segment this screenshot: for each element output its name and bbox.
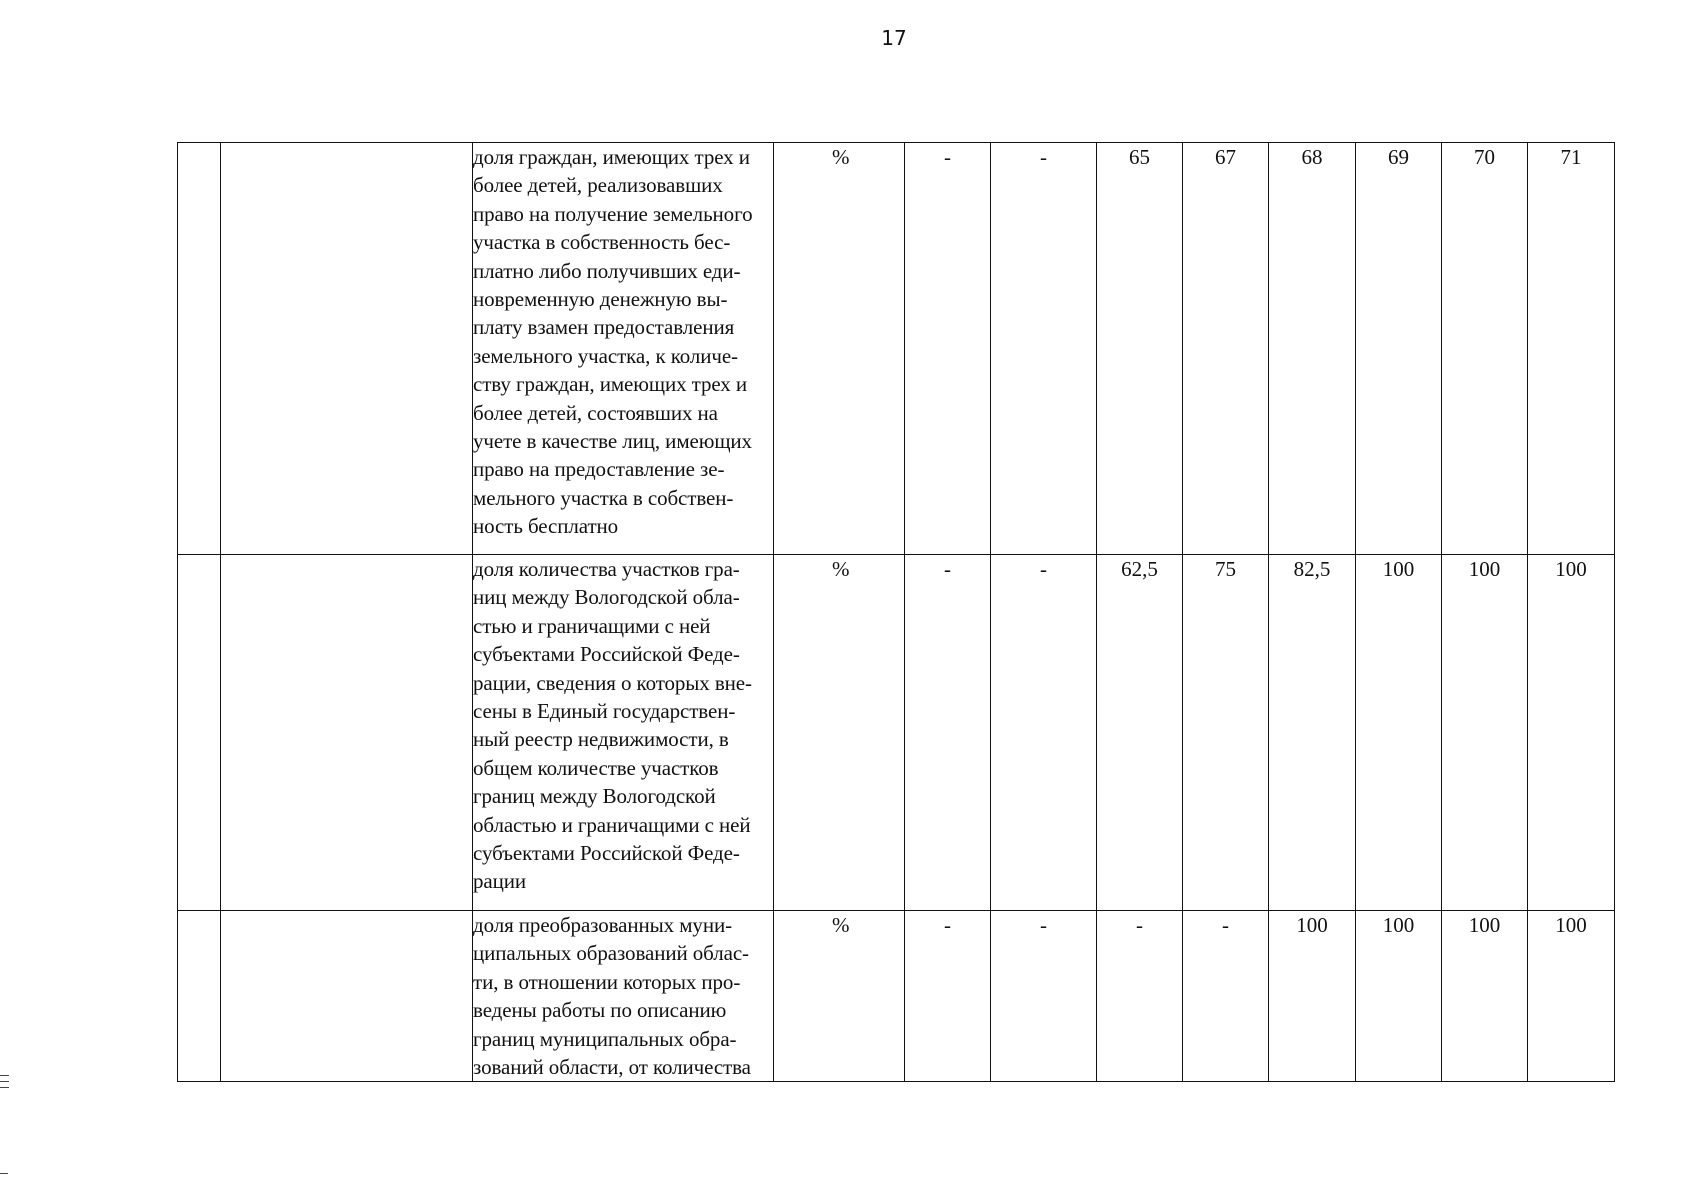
value-cell: 100: [1356, 911, 1442, 1082]
margin-mark: [0, 1081, 9, 1082]
indicator-text-line: право на получение земельного: [473, 201, 753, 226]
program-name-cell: [221, 911, 473, 1082]
row-number-cell: [178, 555, 221, 911]
indicator-text-line: границ муниципальных обра-: [473, 1026, 737, 1051]
indicator-text-line: сены в Единый государствен-: [473, 699, 736, 724]
indicator-text-line: субъектами Российской Феде-: [473, 841, 740, 866]
unit-cell: %: [774, 143, 905, 555]
table-row: [178, 911, 1615, 1082]
indicator-text-line: границ между Вологодской: [473, 784, 716, 809]
page-number: 17: [881, 26, 907, 50]
value-cell: 70: [1442, 143, 1528, 555]
indicator-text-line: ность бесплатно: [473, 514, 619, 539]
indicator-text-line: зований области, от количества: [473, 1055, 751, 1080]
value-cell: 100: [1356, 555, 1442, 911]
indicator-text-line: ведены работы по описанию: [473, 998, 727, 1023]
indicator-text-line: платно либо получивших еди-: [473, 258, 741, 283]
indicator-text-line: право на предоставление зе-: [473, 457, 725, 482]
indicator-text-line: ству граждан, имеющих трех и: [473, 372, 747, 397]
indicator-cell: [473, 555, 774, 911]
indicator-text-line: ниц между Вологодской обла-: [473, 585, 740, 610]
value-cell: 100: [1269, 911, 1356, 1082]
value-cell: 68: [1269, 143, 1356, 555]
program-name-cell: [221, 555, 473, 911]
indicator-text-line: новременную денежную вы-: [473, 287, 728, 312]
indicator-text-line: рации, сведения о которых вне-: [473, 670, 752, 695]
indicator-text-line: мельного участка в собствен-: [473, 485, 734, 510]
value-cell: 67: [1183, 143, 1269, 555]
indicator-text-line: ципальных образований облас-: [473, 941, 749, 966]
indicator-text-line: ный реестр недвижимости, в: [473, 727, 729, 752]
indicator-text-line: более детей, состоявших на: [473, 400, 718, 425]
value-cell: 62,5: [1097, 555, 1183, 911]
table-row: [178, 143, 1615, 555]
indicator-text-line: земельного участка, к количе-: [473, 343, 738, 368]
unit-cell: %: [774, 555, 905, 911]
value-cell: 100: [1442, 911, 1528, 1082]
indicator-text-line: участка в собственность бес-: [473, 230, 731, 255]
indicator-text-line: рации: [473, 869, 527, 894]
row-number-cell: [178, 143, 221, 555]
value-cell: -: [991, 143, 1097, 555]
value-cell: 65: [1097, 143, 1183, 555]
value-cell: -: [1097, 911, 1183, 1082]
value-cell: -: [991, 555, 1097, 911]
indicator-text-line: общем количестве участков: [473, 755, 719, 780]
indicator-text-line: плату взамен предоставления: [473, 315, 735, 340]
indicator-text-line: доля преобразованных муни-: [473, 913, 732, 937]
value-cell: -: [991, 911, 1097, 1082]
value-cell: 69: [1356, 143, 1442, 555]
unit-cell: %: [774, 911, 905, 1082]
value-cell: 100: [1528, 911, 1615, 1082]
row-number-cell: [178, 911, 221, 1082]
program-name-cell: [221, 143, 473, 555]
value-cell: 100: [1528, 555, 1615, 911]
indicator-text-line: ти, в отношении которых про-: [473, 969, 741, 994]
indicator-text-line: доля количества участков гра-: [473, 557, 740, 581]
indicator-cell: [473, 143, 774, 555]
indicator-text-line: стью и граничащими с ней: [473, 613, 711, 638]
value-cell: -: [905, 143, 991, 555]
value-cell: -: [905, 911, 991, 1082]
value-cell: 75: [1183, 555, 1269, 911]
indicator-text-line: доля граждан, имеющих трех и: [473, 145, 750, 169]
value-cell: -: [1183, 911, 1269, 1082]
indicator-text-line: более детей, реализовавших: [473, 173, 723, 198]
margin-mark: [0, 1173, 8, 1174]
indicator-text-line: субъектами Российской Феде-: [473, 642, 740, 667]
margin-mark: [0, 1087, 9, 1088]
margin-mark: [0, 1075, 9, 1076]
indicator-text-line: учете в качестве лиц, имеющих: [473, 429, 752, 454]
indicator-cell: [473, 911, 774, 1082]
indicators-table: [177, 142, 1615, 1082]
indicator-text-line: областью и граничащими с ней: [473, 812, 751, 837]
value-cell: 100: [1442, 555, 1528, 911]
value-cell: -: [905, 555, 991, 911]
table-row: [178, 555, 1615, 911]
value-cell: 71: [1528, 143, 1615, 555]
value-cell: 82,5: [1269, 555, 1356, 911]
